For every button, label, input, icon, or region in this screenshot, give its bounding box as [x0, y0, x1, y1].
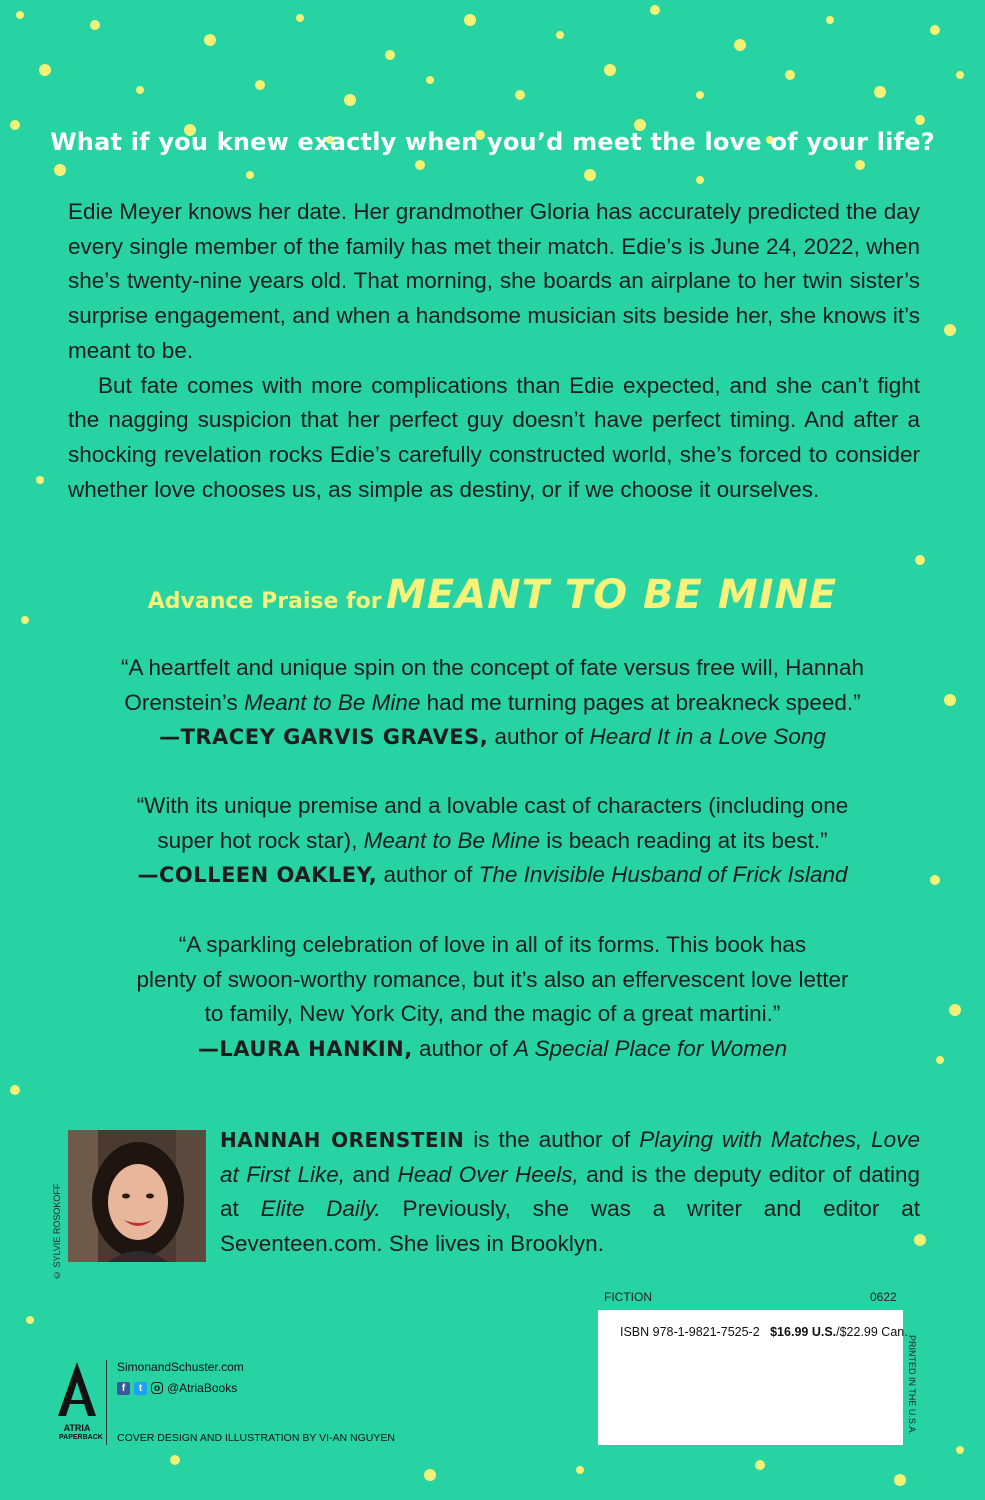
- confetti-dot: [385, 50, 395, 60]
- confetti-dot: [10, 1085, 20, 1095]
- confetti-dot: [16, 11, 24, 19]
- confetti-dot: [36, 476, 44, 484]
- confetti-dot: [246, 171, 254, 179]
- quote-line: super hot rock star), Meant to Be Mine is beach reading at its best.”: [157, 827, 828, 853]
- confetti-dot: [734, 39, 746, 51]
- confetti-dot: [755, 1460, 765, 1470]
- quote-attribution: —COLLEEN OAKLEY, author of The Invisible Husband of Frick Island: [137, 862, 848, 887]
- confetti-dot: [696, 176, 704, 184]
- quote-author-work: A Special Place for Women: [514, 1035, 788, 1061]
- confetti-dot: [915, 555, 925, 565]
- confetti-dot: [930, 875, 940, 885]
- printed-notice: PRINTED IN THE U.S.A.: [907, 1335, 917, 1435]
- praise-lead: Advance Praise for: [147, 589, 382, 614]
- publisher-name: ATRIA PAPERBACK: [59, 1423, 103, 1441]
- confetti-dot: [944, 694, 956, 706]
- price-us: $16.99 U.S.: [770, 1325, 837, 1339]
- confetti-dot: [826, 16, 834, 24]
- synopsis-paragraph-2: But fate comes with more complications than Edie expected, and she can’t fight the nagging suspicion that her perfect guy doesn’t have perfect timing. And after a shocking revelation rocks Edie’s carefully constructed world, she’s forced to consider whether love chooses us, as simple as destiny, or if we choose it ourselves.: [68, 372, 920, 502]
- synopsis-paragraph-1: Edie Meyer knows her date. Her grandmother Gloria has accurately predicted the day every single member of the family has met their match. Edie’s is June 24, 2022, when she’s twenty-nine years old. That morning, she boards an airplane to her twin sister’s surprise engagement, and when a handsome musician sits beside her, she knows it’s meant to be.: [68, 199, 920, 363]
- instagram-icon: o: [151, 1382, 163, 1394]
- confetti-dot: [930, 25, 940, 35]
- footer-divider: [106, 1360, 107, 1445]
- quote-author-work: Heard It in a Love Song: [589, 724, 826, 749]
- photo-credit: © SYLVIE ROSOKOFF: [52, 1183, 62, 1280]
- confetti-dot: [90, 20, 100, 30]
- social-handle: @AtriaBooks: [167, 1381, 238, 1395]
- publisher-logo: [56, 1360, 98, 1423]
- confetti-dot: [604, 64, 616, 76]
- author-photo: [68, 1130, 206, 1262]
- praise-heading: [0, 572, 985, 618]
- confetti-dot: [936, 1056, 944, 1064]
- confetti-dot: [170, 1455, 180, 1465]
- confetti-dot: [855, 160, 865, 170]
- quote-line: Orenstein’s Meant to Be Mine had me turning pages at breakneck speed.”: [124, 689, 861, 715]
- confetti-dot: [915, 115, 925, 125]
- confetti-dot: [785, 70, 795, 80]
- author-bio: HANNAH ORENSTEIN is the author of Playing with Matches, Love at First Like, and Head Over Heels, and is the deputy editor of dating at Elite Daily. Previously, she was a writer and editor at Seventeen.com. She lives in Brooklyn.: [220, 1127, 921, 1256]
- confetti-dot: [956, 71, 964, 79]
- confetti-dot: [26, 1316, 34, 1324]
- design-credit: COVER DESIGN AND ILLUSTRATION BY VI-AN NGUYEN: [117, 1432, 395, 1444]
- confetti-dot: [464, 14, 476, 26]
- praise-quote-3: [60, 928, 925, 1066]
- praise-quote-2: [60, 789, 925, 893]
- confetti-dot: [296, 14, 304, 22]
- quote-attribution: —LAURA HANKIN, author of A Special Place for Women: [197, 1035, 788, 1061]
- confetti-dot: [255, 80, 265, 90]
- confetti-dot: [54, 164, 66, 176]
- isbn: ISBN 978-1-9821-7525-2: [620, 1325, 760, 1339]
- twitter-icon: t: [134, 1382, 147, 1395]
- quote-author-work: The Invisible Husband of Frick Island: [478, 862, 848, 887]
- quote-line: plenty of swoon-worthy romance, but it’s also an effervescent love letter: [136, 966, 849, 992]
- quote-attribution: —TRACEY GARVIS GRAVES, author of Heard It in a Love Song: [159, 724, 826, 749]
- book-synopsis: [68, 195, 920, 507]
- price-can: /$22.99 Can.: [836, 1325, 908, 1339]
- confetti-dot: [650, 5, 660, 15]
- confetti-dot: [204, 34, 216, 46]
- confetti-dot: [515, 90, 525, 100]
- publisher-url: SimonandSchuster.com: [117, 1360, 244, 1374]
- quote-author-name: —COLLEEN OAKLEY,: [137, 863, 378, 887]
- confetti-dot: [426, 76, 434, 84]
- quote-line: “A sparkling celebration of love in all of its forms. This book has: [178, 932, 807, 957]
- isbn-price-line: [620, 1325, 908, 1339]
- author-name: HANNAH ORENSTEIN: [220, 1128, 465, 1152]
- facebook-icon: f: [117, 1382, 130, 1395]
- confetti-dot: [894, 1474, 906, 1486]
- praise-book-title: MEANT TO BE MINE: [386, 572, 838, 618]
- confetti-dot: [136, 86, 144, 94]
- confetti-dot: [584, 169, 596, 181]
- confetti-dot: [556, 31, 564, 39]
- cover-headline: What if you knew exactly when you’d meet the love of your life?: [50, 128, 935, 156]
- quote-line: to family, New York City, and the magic of a great martini.”: [204, 1001, 781, 1026]
- praise-quote-1: [60, 651, 925, 755]
- confetti-dot: [956, 1446, 964, 1454]
- confetti-dot: [39, 64, 51, 76]
- price-code: 0622: [870, 1290, 897, 1304]
- quote-line: “A heartfelt and unique spin on the concept of fate versus free will, Hannah: [121, 655, 864, 680]
- quote-author-name: —TRACEY GARVIS GRAVES,: [159, 725, 489, 749]
- confetti-dot: [949, 1004, 961, 1016]
- confetti-dot: [696, 91, 704, 99]
- confetti-dot: [424, 1469, 436, 1481]
- confetti-dot: [944, 324, 956, 336]
- social-links: [117, 1381, 237, 1395]
- confetti-dot: [874, 86, 886, 98]
- confetti-dot: [344, 94, 356, 106]
- confetti-dot: [415, 160, 425, 170]
- genre-label: FICTION: [604, 1290, 652, 1304]
- confetti-dot: [576, 1466, 584, 1474]
- quote-author-name: —LAURA HANKIN,: [197, 1036, 413, 1061]
- quote-line: “With its unique premise and a lovable cast of characters (including one: [136, 793, 849, 818]
